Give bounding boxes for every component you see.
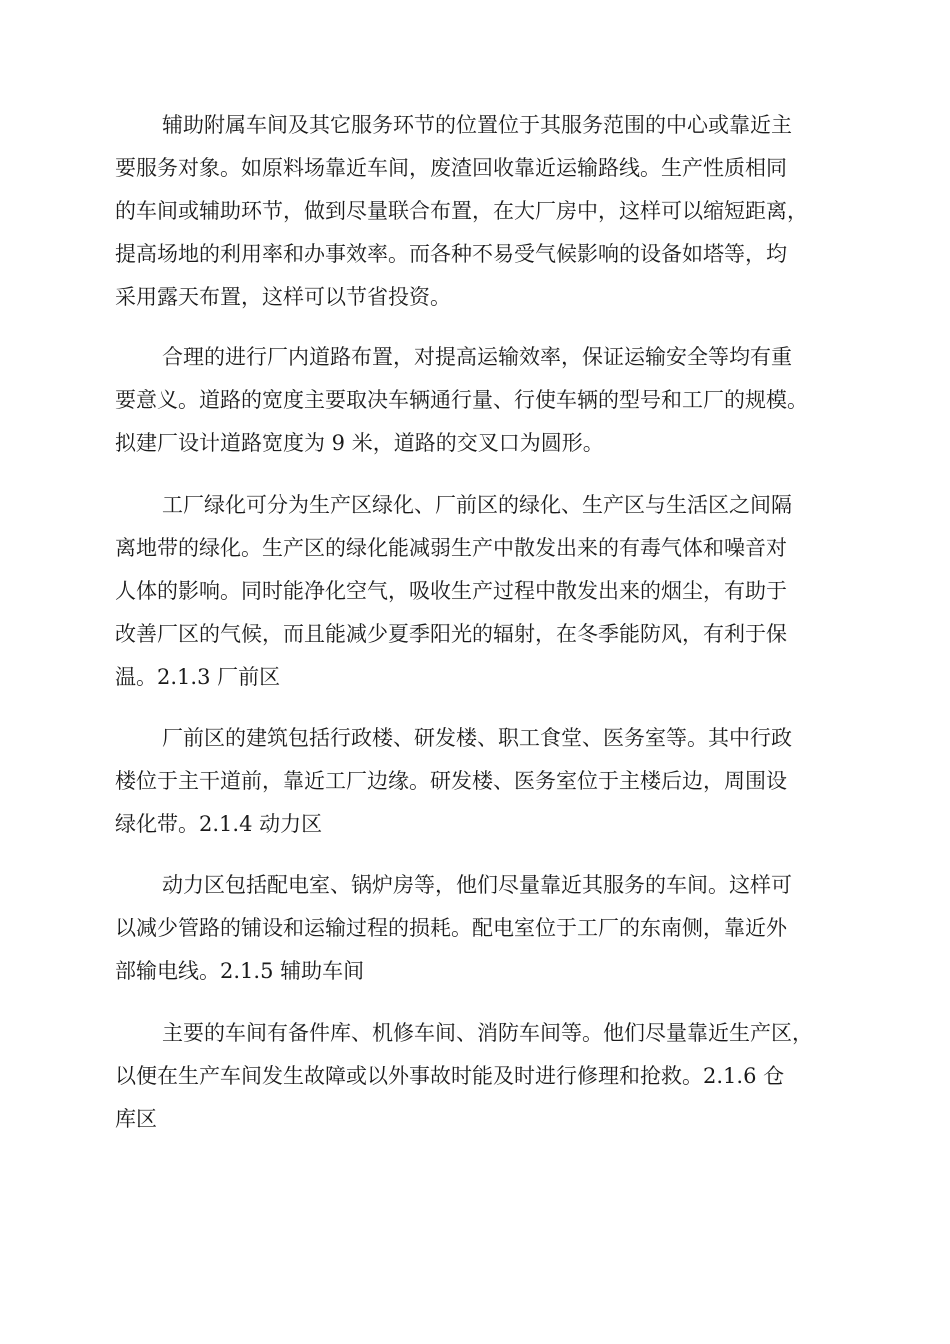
text-line: 拟建厂设计道路宽度为 9 米，道路的交叉口为圆形。	[115, 431, 604, 455]
text-line: 部输电线。2.1.5 辅助车间	[115, 959, 365, 983]
text-line: 离地带的绿化。生产区的绿化能减弱生产中散发出来的有毒气体和噪音对	[115, 536, 787, 560]
text-line: 以便在生产车间发生故障或以外事故时能及时进行修理和抢救。2.1.6 仓	[115, 1064, 785, 1088]
text-line: 温。2.1.3 厂前区	[115, 665, 281, 689]
text-line: 辅助附属车间及其它服务环节的位置位于其服务范围的中心或靠近主	[162, 113, 792, 137]
text-line: 库区	[115, 1107, 157, 1131]
text-line: 要意义。道路的宽度主要取决车辆通行量、行使车辆的型号和工厂的规模。	[115, 388, 808, 412]
text-line: 工厂绿化可分为生产区绿化、厂前区的绿化、生产区与生活区之间隔	[162, 493, 792, 517]
text-line: 主要的车间有备件库、机修车间、消防车间等。他们尽量靠近生产区，	[162, 1021, 813, 1045]
text-line: 以减少管路的铺设和运输过程的损耗。配电室位于工厂的东南侧，靠近外	[115, 916, 787, 940]
text-line: 提高场地的利用率和办事效率。而各种不易受气候影响的设备如塔等，均	[115, 242, 787, 266]
text-line: 改善厂区的气候，而且能减少夏季阳光的辐射，在冬季能防风，有利于保	[115, 622, 787, 646]
text-line: 绿化带。2.1.4 动力区	[115, 812, 323, 836]
text-line: 厂前区的建筑包括行政楼、研发楼、职工食堂、医务室等。其中行政	[162, 726, 792, 750]
text-line: 人体的影响。同时能净化空气，吸收生产过程中散发出来的烟尘，有助于	[115, 579, 787, 603]
text-line: 楼位于主干道前，靠近工厂边缘。研发楼、医务室位于主楼后边，周围设	[115, 769, 787, 793]
text-line: 动力区包括配电室、锅炉房等，他们尽量靠近其服务的车间。这样可	[162, 873, 792, 897]
text-line: 要服务对象。如原料场靠近车间，废渣回收靠近运输路线。生产性质相同	[115, 156, 787, 180]
text-line: 的车间或辅助环节，做到尽量联合布置，在大厂房中，这样可以缩短距离，	[115, 199, 808, 223]
text-line: 采用露天布置，这样可以节省投资。	[115, 285, 451, 309]
text-line: 合理的进行厂内道路布置，对提高运输效率，保证运输安全等均有重	[162, 345, 792, 369]
